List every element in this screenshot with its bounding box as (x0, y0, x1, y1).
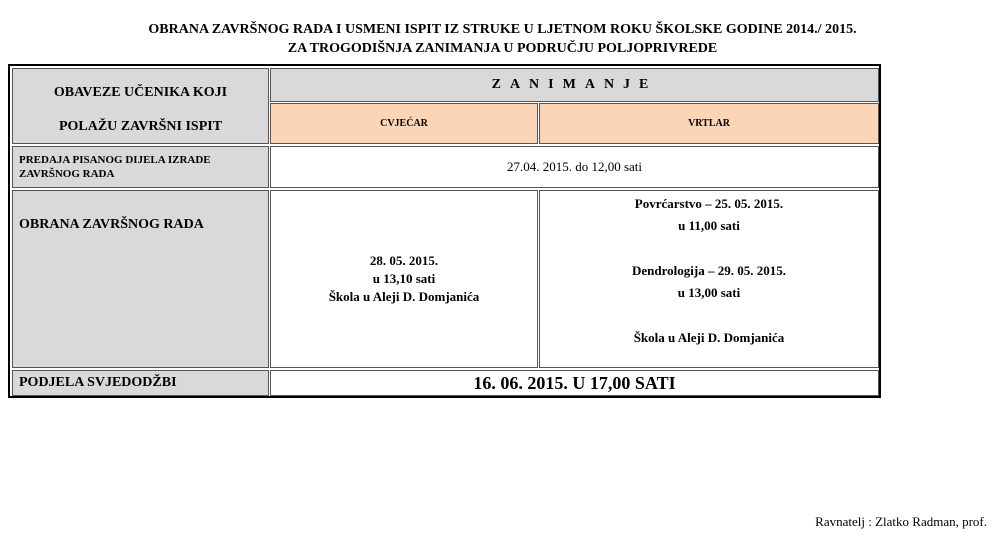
obrana-vrtlar-dendrologija: Dendrologija – 29. 05. 2015. (632, 263, 786, 278)
header-obligations-line1: OBAVEZE UČENIKA KOJI (53, 85, 228, 100)
obrana-vrtlar-povrcarstvo-time: u 11,00 sati (678, 218, 740, 233)
row-label-predaja: PREDAJA PISANOG DIJELA IZRADE ZAVRŠNOG RADA (12, 146, 269, 188)
header-obligations-line2: POLAŽU ZAVRŠNI ISPIT (58, 119, 223, 134)
column-header-vrtlar: VRTLAR (539, 103, 879, 144)
obrana-vrtlar-dendrologija-time: u 13,00 sati (677, 285, 741, 300)
obrana-cvjecar-time: u 13,10 sati (372, 271, 436, 286)
obrana-cvjecar-cell (270, 190, 538, 368)
column-header-cvjecar: CVJEĆAR (270, 103, 538, 144)
row-value-predaja: 27.04. 2015. do 12,00 sati (270, 146, 879, 188)
document-title-line2: ZA TROGODIŠNJA ZANIMANJA U PODRUČJU POLJOPRIVREDE (287, 41, 718, 56)
obrana-vrtlar-cell (539, 190, 879, 368)
row-label-podjela: PODJELA SVJEDODŽBI (12, 370, 269, 396)
obrana-vrtlar-povrcarstvo: Povrćarstvo – 25. 05. 2015. (634, 196, 784, 211)
obrana-vrtlar-place: Škola u Aleji D. Domjanića (633, 330, 785, 345)
row-label-obrana: OBRANA ZAVRŠNOG RADA (12, 190, 269, 368)
signature: Ravnatelj : Zlatko Radman, prof. (815, 514, 987, 529)
document-title-line1: OBRANA ZAVRŠNOG RADA I USMENI ISPIT IZ STRUKE U LJETNOM ROKU ŠKOLSKE GODINE 2014./ 2015. (148, 22, 857, 37)
header-occupation-cell: ZANIMANJE (270, 68, 879, 102)
schedule-table (8, 64, 881, 398)
row-value-podjela: 16. 06. 2015. U 17,00 SATI (270, 370, 879, 396)
header-obligations-cell (12, 68, 269, 144)
obrana-cvjecar-place: Škola u Aleji D. Domjanića (328, 289, 480, 304)
obrana-cvjecar-date: 28. 05. 2015. (369, 253, 439, 268)
